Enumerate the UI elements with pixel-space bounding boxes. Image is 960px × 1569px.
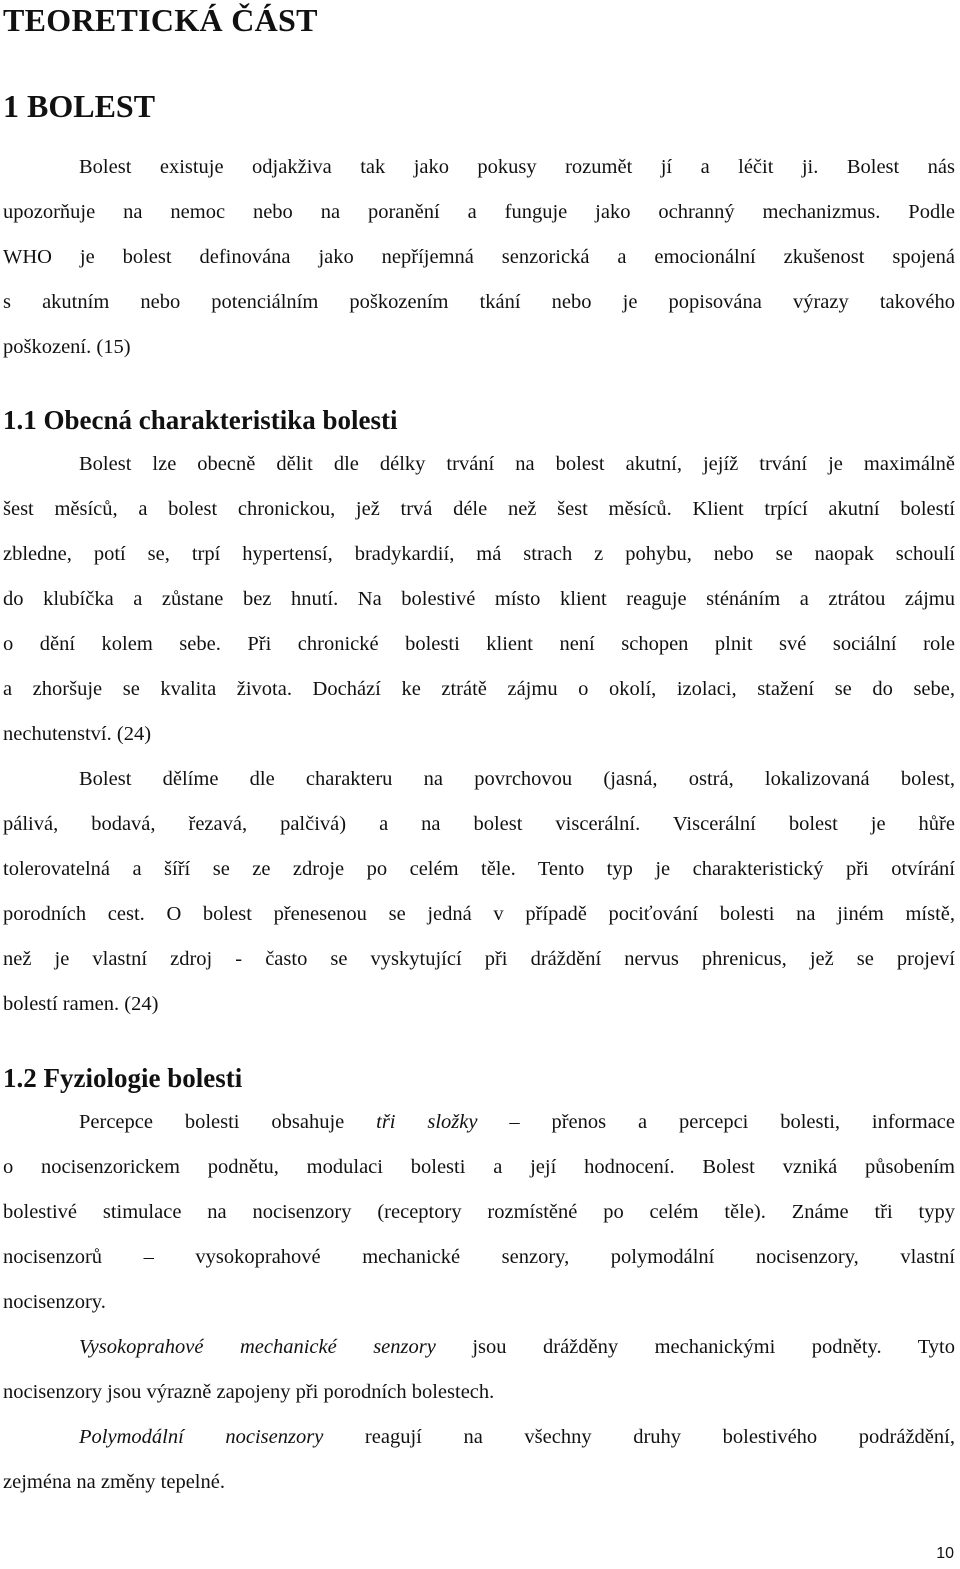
text-run: reagují na všechny druhy bolestivého podráždění,	[323, 1426, 955, 1448]
text-line: WHO je bolest definována jako nepříjemná senzorická a emocionální zkušenost spojená	[3, 246, 955, 268]
text-line: nocisenzorů – vysokoprahové mechanické senzory, polymodální nocisenzory, vlastní	[3, 1246, 955, 1268]
text-line: upozorňuje na nemoc nebo na poranění a funguje jako ochranný mechanizmus. Podle	[3, 201, 955, 223]
text-line: zbledne, potí se, trpí hypertensí, bradykardií, má strach z pohybu, nebo se naopak schoulí	[3, 543, 955, 565]
text-line: tolerovatelná a šíří se ze zdroje po celém těle. Tento typ je charakteristický při otvírání	[3, 858, 955, 880]
text-line: bolestí ramen. (24)	[3, 993, 159, 1015]
chapter-title: 1 BOLEST	[3, 88, 156, 124]
text-line: než je vlastní zdroj - často se vyskytující při dráždění nervus phrenicus, jež se projeví	[3, 948, 955, 970]
emphasis-text: Vysokoprahové mechanické senzory	[79, 1336, 436, 1358]
doc-title: TEORETICKÁ ČÁST	[3, 2, 318, 38]
text-line: do klubíčka a zůstane bez hnutí. Na bolestivé místo klient reaguje sténáním a ztrátou zájmu	[3, 588, 955, 610]
text-line	[3, 1100, 955, 1145]
text-line: s akutním nebo potenciálním poškozením tkání nebo je popisována výrazy takového	[3, 291, 955, 313]
text-line	[3, 1415, 955, 1460]
text-line: bolestivé stimulace na nocisenzory (receptory rozmístěné po celém těle). Známe tři typy	[3, 1201, 955, 1223]
text-line	[3, 1325, 955, 1370]
section-1-2-title: 1.2 Fyziologie bolesti	[3, 1063, 243, 1093]
text-line: Bolest dělíme dle charakteru na povrchovou (jasná, ostrá, lokalizovaná bolest,	[79, 768, 955, 790]
text-line: zejména na změny tepelné.	[3, 1471, 225, 1493]
text-line: a zhoršuje se kvalita života. Dochází ke ztrátě zájmu o okolí, izolaci, stažení se do sebe,	[3, 678, 955, 700]
text-line: Bolest existuje odjakživa tak jako pokusy rozumět jí a léčit ji. Bolest nás	[79, 156, 955, 178]
text-line: Bolest lze obecně dělit dle délky trvání na bolest akutní, jejíž trvání je maximálně	[79, 453, 955, 475]
text-line: poškození. (15)	[3, 336, 131, 358]
emphasis-text: Polymodální nocisenzory	[79, 1426, 324, 1448]
text-run: – přenos a percepci bolesti, informace	[477, 1111, 955, 1133]
page-number: 10	[936, 1545, 954, 1562]
text-line: nechutenství. (24)	[3, 723, 152, 745]
text-line: o nocisenzorickem podnětu, modulaci bolesti a její hodnocení. Bolest vzniká působením	[3, 1156, 955, 1178]
text-line: porodních cest. O bolest přenesenou se jedná v případě pociťování bolesti na jiném místě,	[3, 903, 955, 925]
text-run: Percepce bolesti obsahuje	[79, 1111, 377, 1133]
text-line: nocisenzory.	[3, 1291, 106, 1313]
text-line: pálivá, bodavá, řezavá, palčivá) a na bolest viscerální. Viscerální bolest je hůře	[3, 813, 955, 835]
section-1-1-title: 1.1 Obecná charakteristika bolesti	[3, 405, 398, 435]
text-line: o dění kolem sebe. Při chronické bolesti klient není schopen plnit své sociální role	[3, 633, 955, 655]
emphasis-text: tři složky	[376, 1111, 478, 1133]
text-run: jsou drážděny mechanickými podněty. Tyto	[435, 1336, 955, 1358]
text-line: nocisenzory jsou výrazně zapojeny při porodních bolestech.	[3, 1381, 495, 1403]
text-line: šest měsíců, a bolest chronickou, jež trvá déle než šest měsíců. Klient trpící akutní bolestí	[3, 498, 955, 520]
